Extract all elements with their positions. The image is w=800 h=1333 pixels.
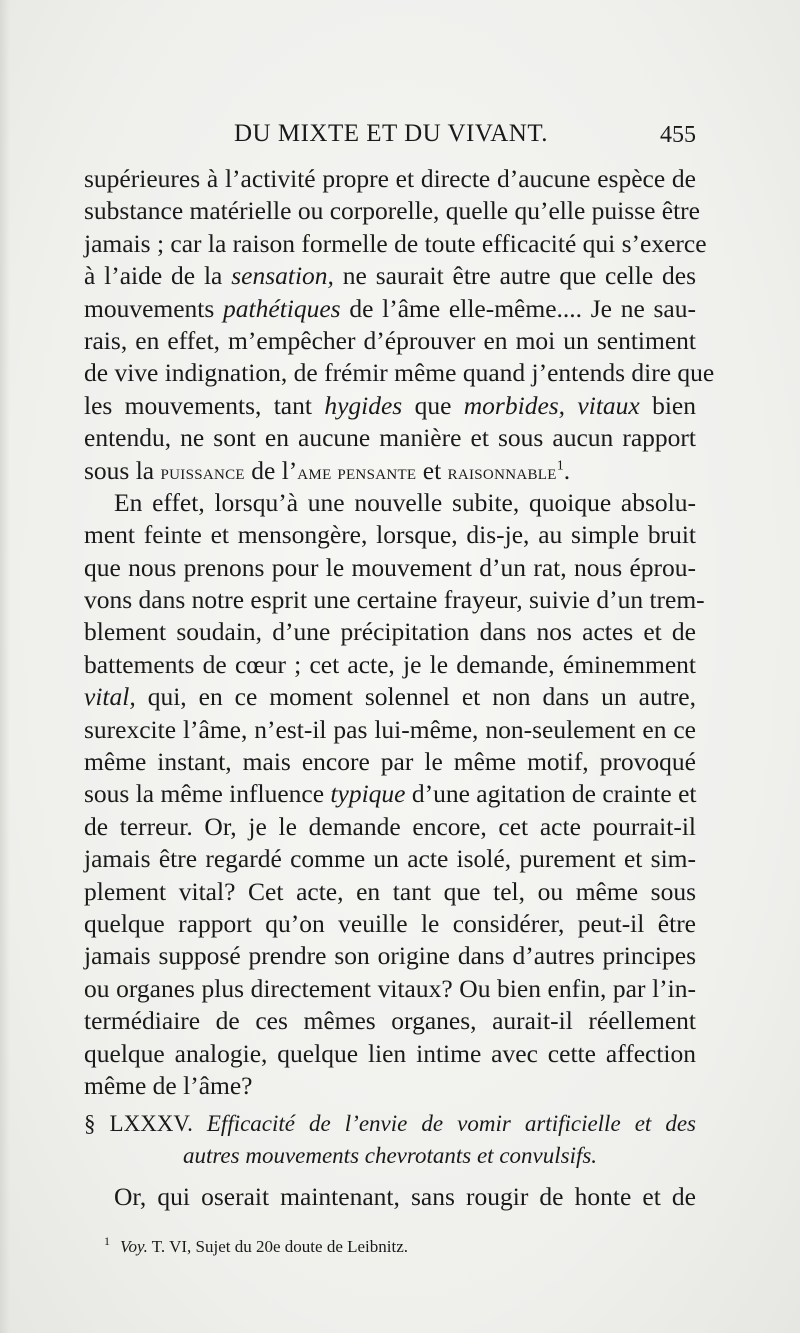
text-line: jamais être regardé comme un acte isolé, purement et sim- (84, 844, 696, 874)
text-line: mouvements pathétiques de l’âme elle-même.... Je ne sau- (84, 293, 696, 323)
text-line: rais, en effet, m’empêcher d’éprouver en moi un sentiment (84, 325, 696, 355)
italic-term: pathétiques (223, 293, 341, 323)
text-line: vons dans notre esprit une certaine frayeur, suivie d’un trem- (84, 585, 705, 615)
text-line: à l’aide de la sensation, ne saurait être autre que celle des (84, 261, 696, 291)
text-line: supérieures à l’activité propre et directe d’aucune espèce de (84, 164, 696, 193)
small-caps-term: ame pensante (297, 458, 417, 484)
section-marker: § LXXXV. (84, 1111, 193, 1136)
text-line: battements de cœur ; cet acte, je le demande, éminemment (84, 649, 696, 679)
text-line: sous la même influence typique d’une agitation de crainte et (84, 779, 697, 809)
text-line: Or, qui oserait maintenant, sans rougir de honte et de (114, 1182, 696, 1211)
footnote-marker: 1 (556, 458, 564, 474)
text-line: entendu, ne sont en aucune manière et sous aucun rapport (84, 423, 696, 453)
italic-term: morbides, vitaux (463, 390, 640, 420)
section-heading-line (84, 1108, 696, 1140)
section-title: Efficacité de l’envie de vomir artificielle et des (206, 1111, 696, 1136)
text-line: sous la puissance de l’ame pensante et raisonnable$^1$. (84, 455, 571, 485)
text-line: surexcite l’âme, n’est-il pas lui-même, non-seulement en ce (84, 714, 696, 744)
text-line: même instant, mais encore par le même motif, provoqué (84, 747, 696, 777)
footnote-text: T. VI, Sujet du 20e doute de Leibnitz. (147, 1237, 409, 1256)
page-number: 455 (660, 122, 696, 148)
text-line: les mouvements, tant hygides que morbides, vitaux bien (84, 390, 696, 420)
text-line: substance matérielle ou corporelle, quelle qu’elle puisse être (84, 196, 700, 226)
footnote-number: 1 (104, 1234, 110, 1249)
small-caps-term: raisonnable (447, 458, 557, 484)
text-line: blement soudain, d’une précipitation dans nos actes et de (84, 617, 696, 647)
text-line: que nous prenons pour le mouvement d’un rat, nous éprou- (84, 552, 696, 582)
italic-term: typique (330, 779, 406, 809)
text-line: de vive indignation, de frémir même quand j’entends dire que (84, 358, 715, 388)
running-title: DU MIXTE ET DU VIVANT. (234, 120, 548, 147)
italic-term: vital, (84, 682, 136, 712)
page-gutter-shadow (0, 0, 10, 1333)
text-line: ou organes plus directement vitaux? Ou bien enfin, par l’in- (84, 973, 696, 1003)
small-caps-term: puissance (160, 458, 245, 484)
text-line: quelque rapport qu’on veuille le considérer, peut-il être (84, 908, 696, 938)
text-line: jamais ; car la raison formelle de toute efficacité qui s’exerce (84, 228, 707, 258)
running-head (84, 120, 696, 154)
text-line: termédiaire de ces mêmes organes, aurait-il réellement (84, 1006, 696, 1036)
text-line: jamais supposé prendre son origine dans d’autres principes (84, 941, 696, 971)
text-line: quelque analogie, quelque lien intime avec cette affection (84, 1038, 696, 1068)
footnote (104, 1236, 664, 1258)
text-line: même de l’âme? (84, 1070, 253, 1100)
text-line: En effet, lorsqu’à une nouvelle subite, quoique absolu- (114, 487, 696, 517)
italic-term: hygides (324, 390, 403, 420)
section-title-continued: autres mouvements chevrotants et convulsifs. (182, 1143, 598, 1168)
text-line: ment feinte et mensongère, lorsque, dis-je, au simple bruit (84, 520, 696, 550)
footnote-abbrev: Voy. (120, 1237, 148, 1256)
body-text (84, 163, 715, 1102)
text-line: plement vital? Cet acte, en tant que tel, ou même sous (84, 876, 696, 906)
section-heading (84, 1108, 696, 1172)
text-line: vital, qui, en ce moment solennel et non dans un autre, (84, 682, 696, 712)
text-line: de terreur. Or, je le demande encore, cet acte pourrait-il (84, 811, 696, 841)
italic-term: sensation, (231, 261, 334, 291)
